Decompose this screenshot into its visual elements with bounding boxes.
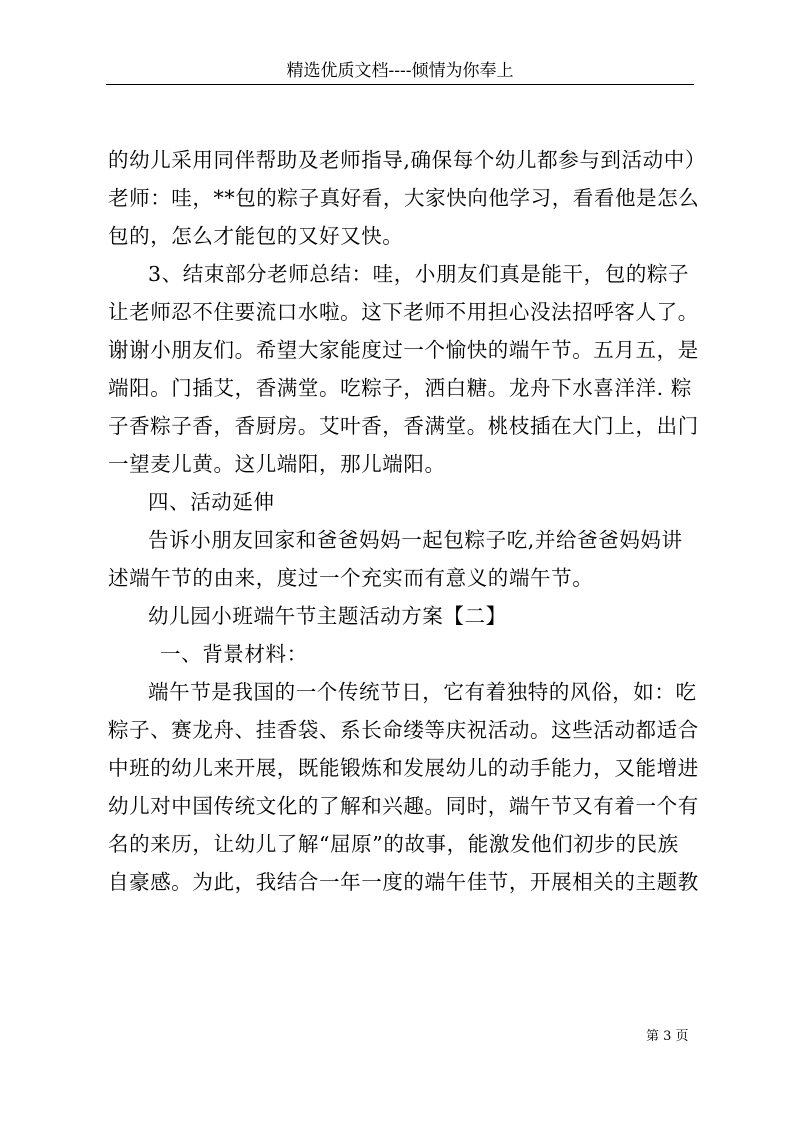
body-line: 子香粽子香，香厨房。艾叶香，香满堂。桃枝插在大门上，出门 bbox=[108, 414, 699, 438]
body-line: 3、结束部分老师总结：哇，小朋友们真是能干，包的粽子 bbox=[148, 262, 690, 286]
document-body bbox=[108, 141, 708, 901]
page-number-text: 第 3 页 bbox=[646, 1029, 689, 1044]
body-line: 谢谢小朋友们。希望大家能度过一个愉快的端午节。五月五，是 bbox=[108, 338, 699, 362]
body-line: 一望麦儿黄。这儿端阳，那儿端阳。 bbox=[108, 452, 446, 476]
section-heading: 四、活动延伸 bbox=[148, 490, 275, 514]
body-line: 端阳。门插艾，香满堂。吃粽子，洒白糖。龙舟下水喜洋洋. 粽 bbox=[108, 376, 692, 400]
body-line: 的幼儿采用同伴帮助及老师指导,确保每个幼儿都参与到活动中） bbox=[108, 148, 706, 172]
body-line: 自豪感。为此，我结合一年一度的端午佳节，开展相关的主题教 bbox=[108, 870, 699, 894]
body-line: 告诉小朋友回家和爸爸妈妈一起包粽子吃,并给爸爸妈妈讲 bbox=[148, 528, 683, 552]
page-number bbox=[646, 1029, 689, 1045]
body-line: 包的，怎么才能包的又好又快。 bbox=[108, 224, 404, 248]
plan-title: 幼儿园小班端午节主题活动方案【二】 bbox=[148, 604, 507, 628]
body-line: 端午节是我国的一个传统节日，它有着独特的风俗，如：吃 bbox=[148, 680, 697, 704]
body-line: 老师：哇，**包的粽子真好看，大家快向他学习，看看他是怎么 bbox=[108, 186, 700, 210]
header-text: 精选优质文档----倾情为你奉上 bbox=[286, 61, 514, 81]
body-line: 述端午节的由来，度过一个充实而有意义的端午节。 bbox=[108, 566, 594, 590]
body-line: 幼儿对中国传统文化的了解和兴趣。同时，端午节又有着一个有 bbox=[108, 794, 699, 818]
body-line: 让老师忍不住要流口水啦。这下老师不用担心没法招呼客人了。 bbox=[108, 300, 699, 324]
body-line: 名的来历，让幼儿了解“屈原”的故事，能激发他们初步的民族 bbox=[108, 832, 679, 856]
section-heading: 一、背景材料： bbox=[160, 642, 308, 666]
page-header bbox=[106, 58, 694, 85]
body-line: 粽子、赛龙舟、挂香袋、系长命缕等庆祝活动。这些活动都适合 bbox=[108, 718, 699, 742]
body-line: 中班的幼儿来开展，既能锻炼和发展幼儿的动手能力，又能增进 bbox=[108, 756, 699, 780]
